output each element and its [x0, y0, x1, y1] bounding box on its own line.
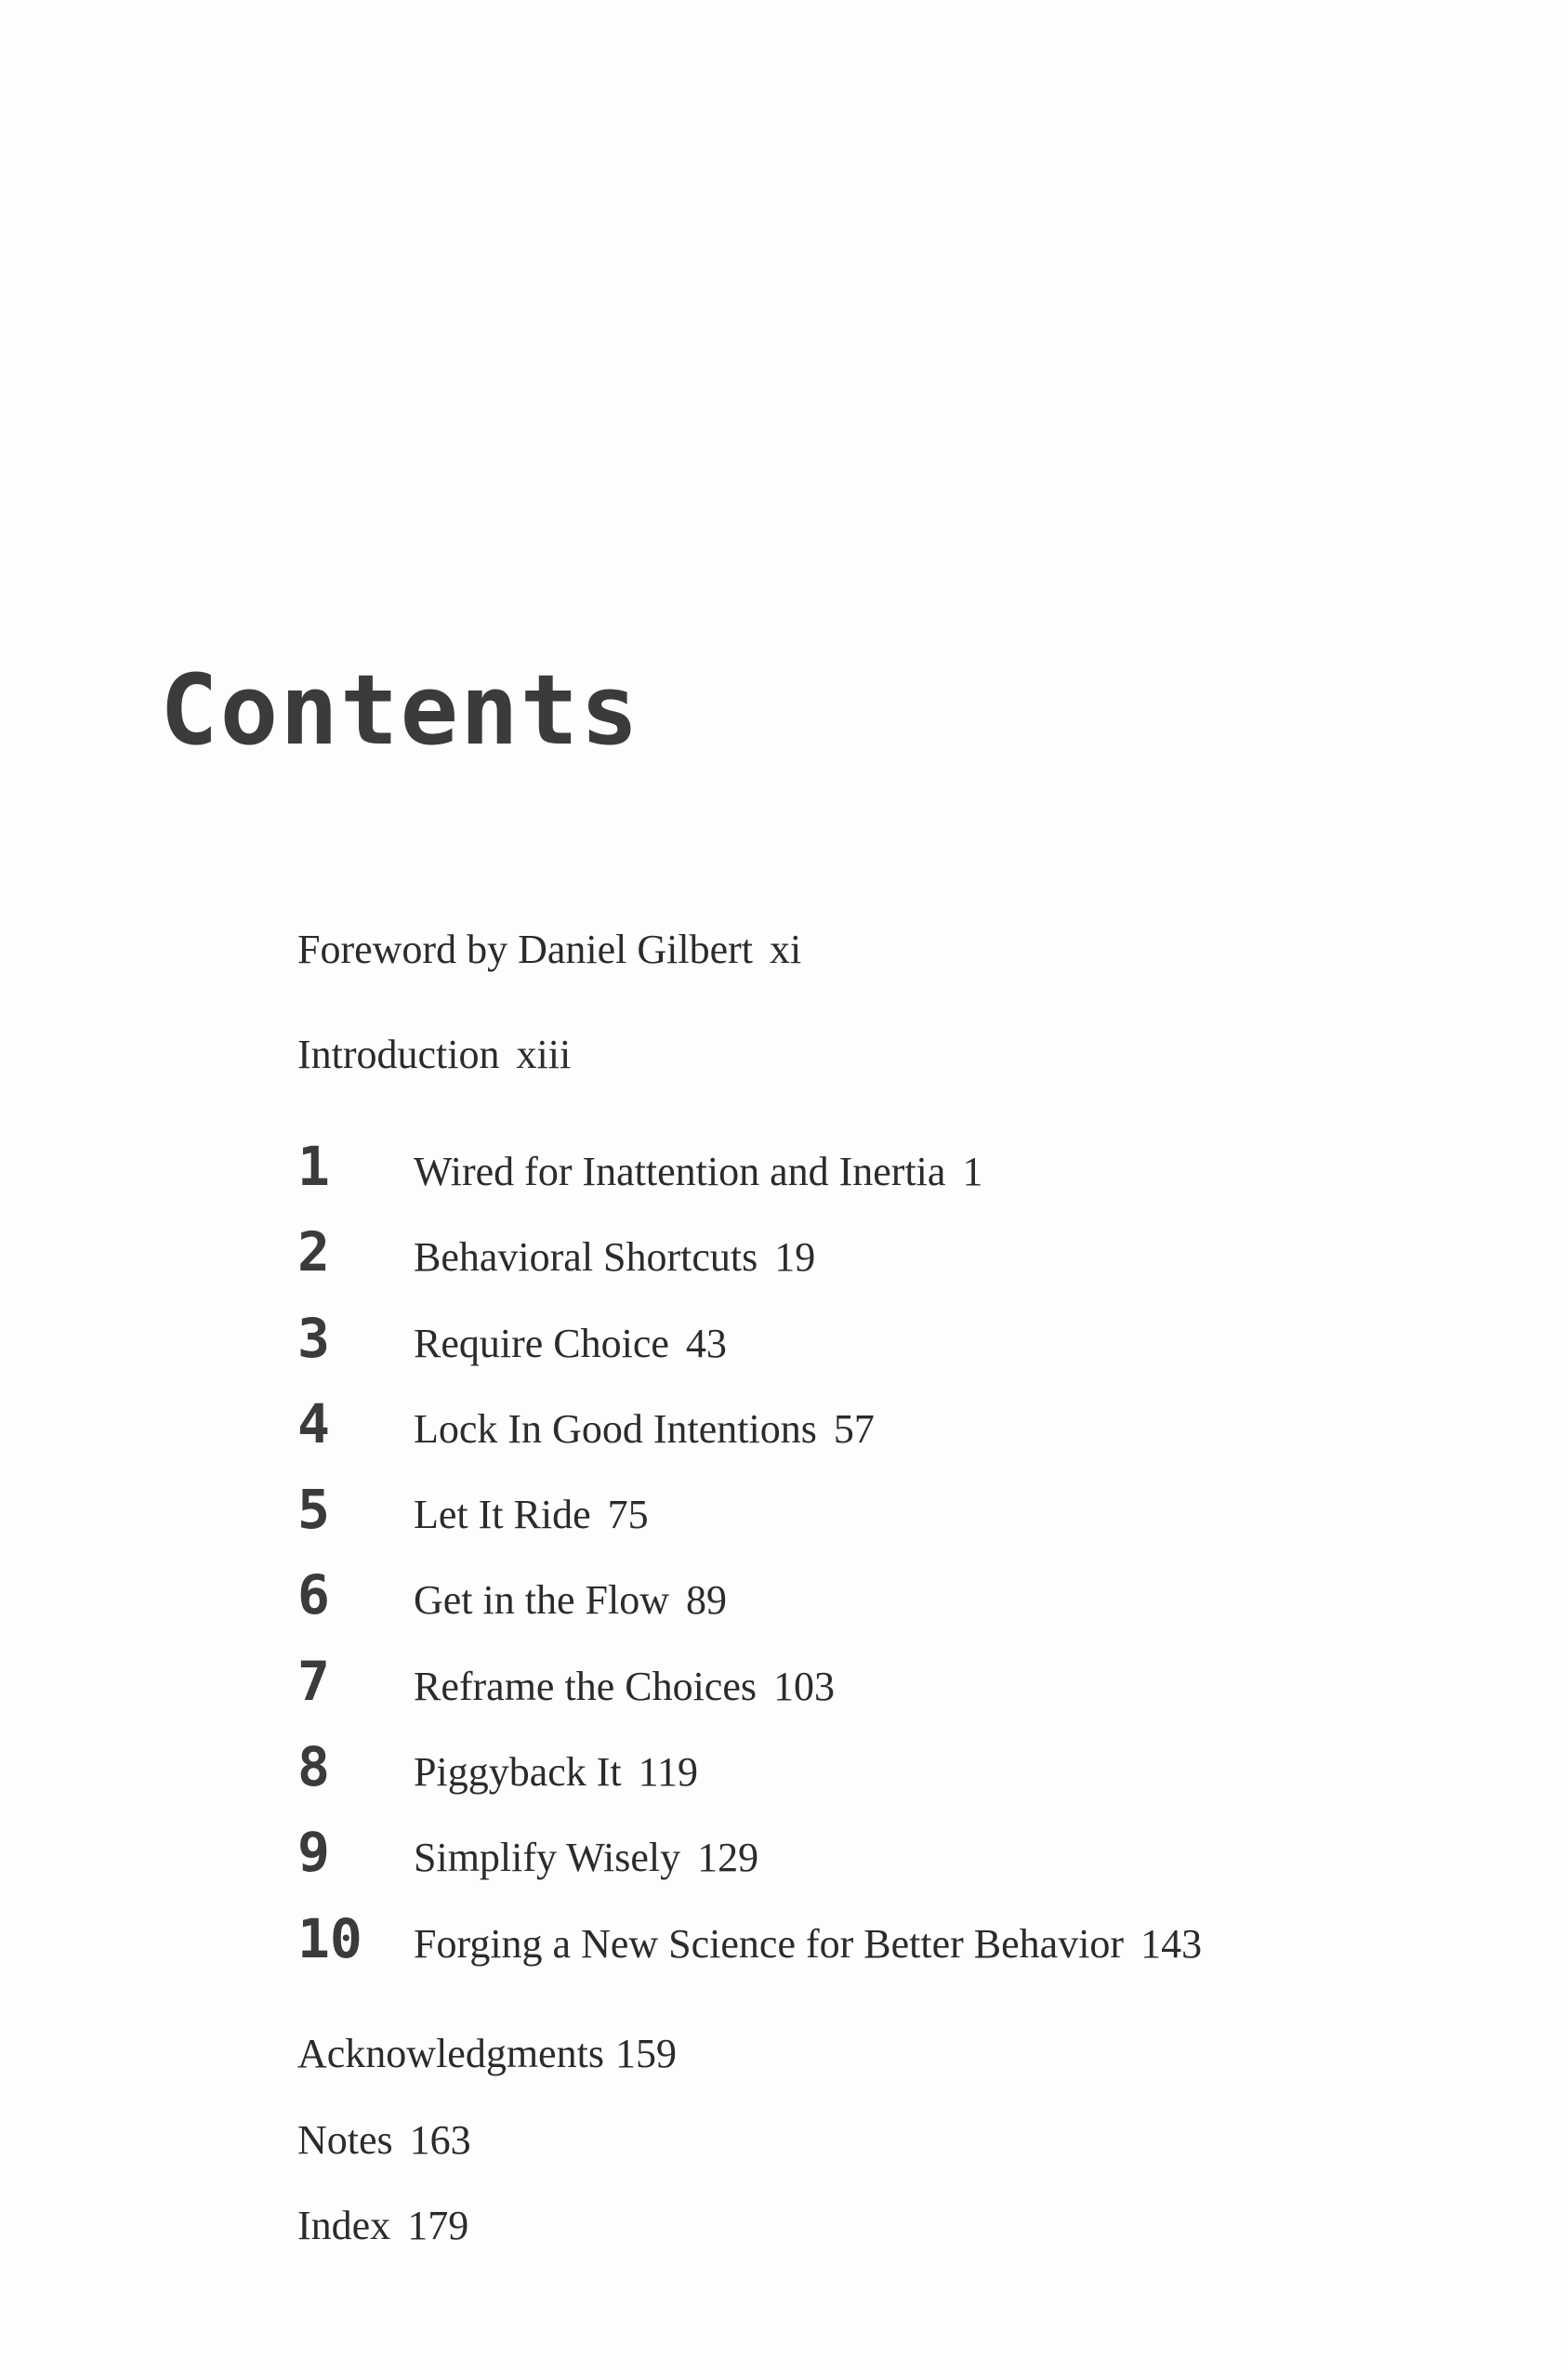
chapter-title: Simplify Wisely — [414, 1835, 681, 1881]
back-matter-list — [297, 2031, 677, 2292]
chapter-title: Behavioral Shortcuts — [414, 1234, 758, 1281]
page-title: Contents — [160, 653, 640, 767]
chapter-number: 10 — [297, 1906, 362, 1970]
chapter-title: Reframe the Choices — [414, 1663, 757, 1709]
toc-entry-notes[interactable] — [297, 2116, 677, 2206]
toc-chapter-3[interactable] — [297, 1306, 1202, 1397]
chapter-title: Let It Ride — [414, 1492, 591, 1538]
chapter-page-number: 75 — [607, 1492, 649, 1538]
entry-page-number: 159 — [614, 2031, 677, 2076]
chapter-list — [297, 1135, 1203, 1997]
chapter-number: 1 — [297, 1135, 330, 1198]
chapter-page-number: 89 — [685, 1577, 727, 1624]
toc-chapter-6[interactable] — [297, 1563, 1202, 1653]
entry-label: Notes — [297, 2116, 393, 2163]
chapter-number: 6 — [297, 1563, 330, 1627]
toc-entry-foreword[interactable] — [297, 929, 801, 1034]
toc-chapter-5[interactable] — [297, 1478, 1202, 1568]
entry-page-number: xi — [770, 927, 802, 972]
chapter-title: Get in the Flow — [414, 1577, 669, 1624]
front-matter-list — [297, 929, 801, 1139]
toc-chapter-8[interactable] — [297, 1735, 1202, 1825]
toc-chapter-10[interactable] — [297, 1906, 1203, 1997]
chapter-page-number: 103 — [772, 1663, 835, 1709]
toc-chapter-2[interactable] — [297, 1220, 1202, 1310]
chapter-number: 2 — [297, 1220, 330, 1284]
toc-chapter-4[interactable] — [297, 1391, 1202, 1482]
entry-label: Introduction — [297, 1032, 500, 1077]
chapter-title: Piggyback It — [414, 1749, 622, 1796]
entry-page-number: 179 — [407, 2203, 469, 2248]
toc-chapter-1[interactable] — [297, 1135, 1202, 1225]
chapter-title: Lock In Good Intentions — [414, 1405, 817, 1452]
chapter-number: 3 — [297, 1306, 330, 1370]
toc-entry-introduction[interactable] — [297, 1034, 801, 1139]
entry-label: Index — [297, 2203, 391, 2248]
chapter-title: Wired for Inattention and Inertia — [414, 1149, 946, 1194]
toc-chapter-7[interactable] — [297, 1649, 1202, 1740]
chapter-number: 8 — [297, 1735, 330, 1799]
chapter-page-number: 143 — [1140, 1920, 1203, 1967]
chapter-page-number: 43 — [685, 1320, 727, 1366]
chapter-number: 5 — [297, 1478, 330, 1542]
toc-entry-acknowledgments[interactable] — [297, 2031, 677, 2120]
entry-label: Acknowledgments — [297, 2031, 604, 2076]
chapter-page-number: 19 — [774, 1234, 816, 1281]
chapter-number: 7 — [297, 1649, 330, 1713]
chapter-page-number: 57 — [833, 1405, 875, 1452]
entry-page-number: xiii — [516, 1032, 572, 1077]
chapter-title: Require Choice — [414, 1320, 669, 1366]
chapter-page-number: 1 — [962, 1149, 983, 1194]
entry-page-number: 163 — [409, 2116, 471, 2163]
chapter-page-number: 129 — [697, 1835, 759, 1881]
entry-label: Foreword by Daniel Gilbert — [297, 927, 753, 972]
chapter-number: 9 — [297, 1821, 330, 1885]
chapter-page-number: 119 — [638, 1749, 699, 1796]
toc-entry-index[interactable] — [297, 2205, 677, 2292]
chapter-title: Forging a New Science for Better Behavior — [414, 1920, 1125, 1967]
toc-chapter-9[interactable] — [297, 1821, 1202, 1911]
chapter-number: 4 — [297, 1391, 330, 1455]
